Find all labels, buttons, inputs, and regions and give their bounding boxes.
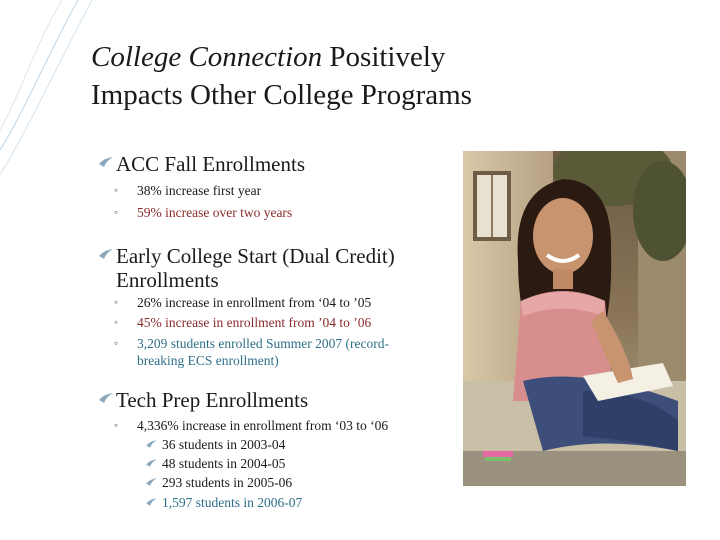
swoosh-bullet-icon [98,246,114,262]
title-line-2: Impacts Other College Programs [91,79,472,111]
list-item [114,204,293,221]
section-heading-text: ACC Fall Enrollments [116,152,305,176]
section-heading-text-line-2: Enrollments [116,268,219,292]
list-item [114,314,372,331]
circle-bullet-icon: ◦ [114,295,119,309]
sub-list-item [162,455,285,472]
list-item-text: 38% increase first year [137,183,262,198]
section-heading-tech-prep [116,388,308,412]
sub-list-item [162,436,285,453]
section-heading-text-line-1: Early College Start (Dual Credit) [116,244,395,268]
list-item [114,335,389,369]
section-heading-text: Tech Prep Enrollments [116,388,309,412]
swoosh-bullet-icon [98,390,114,406]
circle-bullet-icon: ◦ [114,315,119,329]
section-heading-ecs [116,244,395,292]
sub-list-item-text: 293 students in 2005-06 [162,475,293,490]
sub-list-item-text: 36 students in 2003-04 [162,437,286,452]
list-item-text: 45% increase in enrollment from ’04 to ’06 [137,315,372,330]
swoosh-bullet-icon [145,496,158,508]
title-line-1 [91,38,651,76]
swoosh-bullet-icon [98,154,114,170]
slide-title [91,38,651,114]
circle-bullet-icon: ◦ [114,418,119,432]
list-item-text: 26% increase in enrollment from ‘04 to ’05 [137,295,372,310]
list-item-text: 4,336% increase in enrollment from ‘03 to ‘06 [137,418,389,433]
swoosh-bullet-icon [145,457,158,469]
title-italic-part: College Connection [91,41,323,73]
swoosh-bullet-icon [145,476,158,488]
title-rest-line-1: Positively [322,41,446,73]
sub-list-item-text: 1,597 students in 2006-07 [162,495,303,510]
list-item-text-line-2: breaking ECS enrollment) [137,353,279,368]
list-item [114,182,262,199]
swoosh-bullet-icon [145,438,158,450]
list-item [114,417,389,434]
circle-bullet-icon: ◦ [114,183,119,197]
sub-list-item [162,494,302,511]
list-item [114,294,372,311]
student-photo [463,151,686,486]
circle-bullet-icon: ◦ [114,205,119,219]
list-item-text: 59% increase over two years [137,205,293,220]
sub-list-item [162,474,292,491]
section-heading-acc [116,152,305,176]
circle-bullet-icon: ◦ [114,336,119,350]
student-illustration [463,151,686,486]
list-item-text-line-1: 3,209 students enrolled Summer 2007 (record- [137,336,389,351]
sub-list-item-text: 48 students in 2004-05 [162,456,286,471]
